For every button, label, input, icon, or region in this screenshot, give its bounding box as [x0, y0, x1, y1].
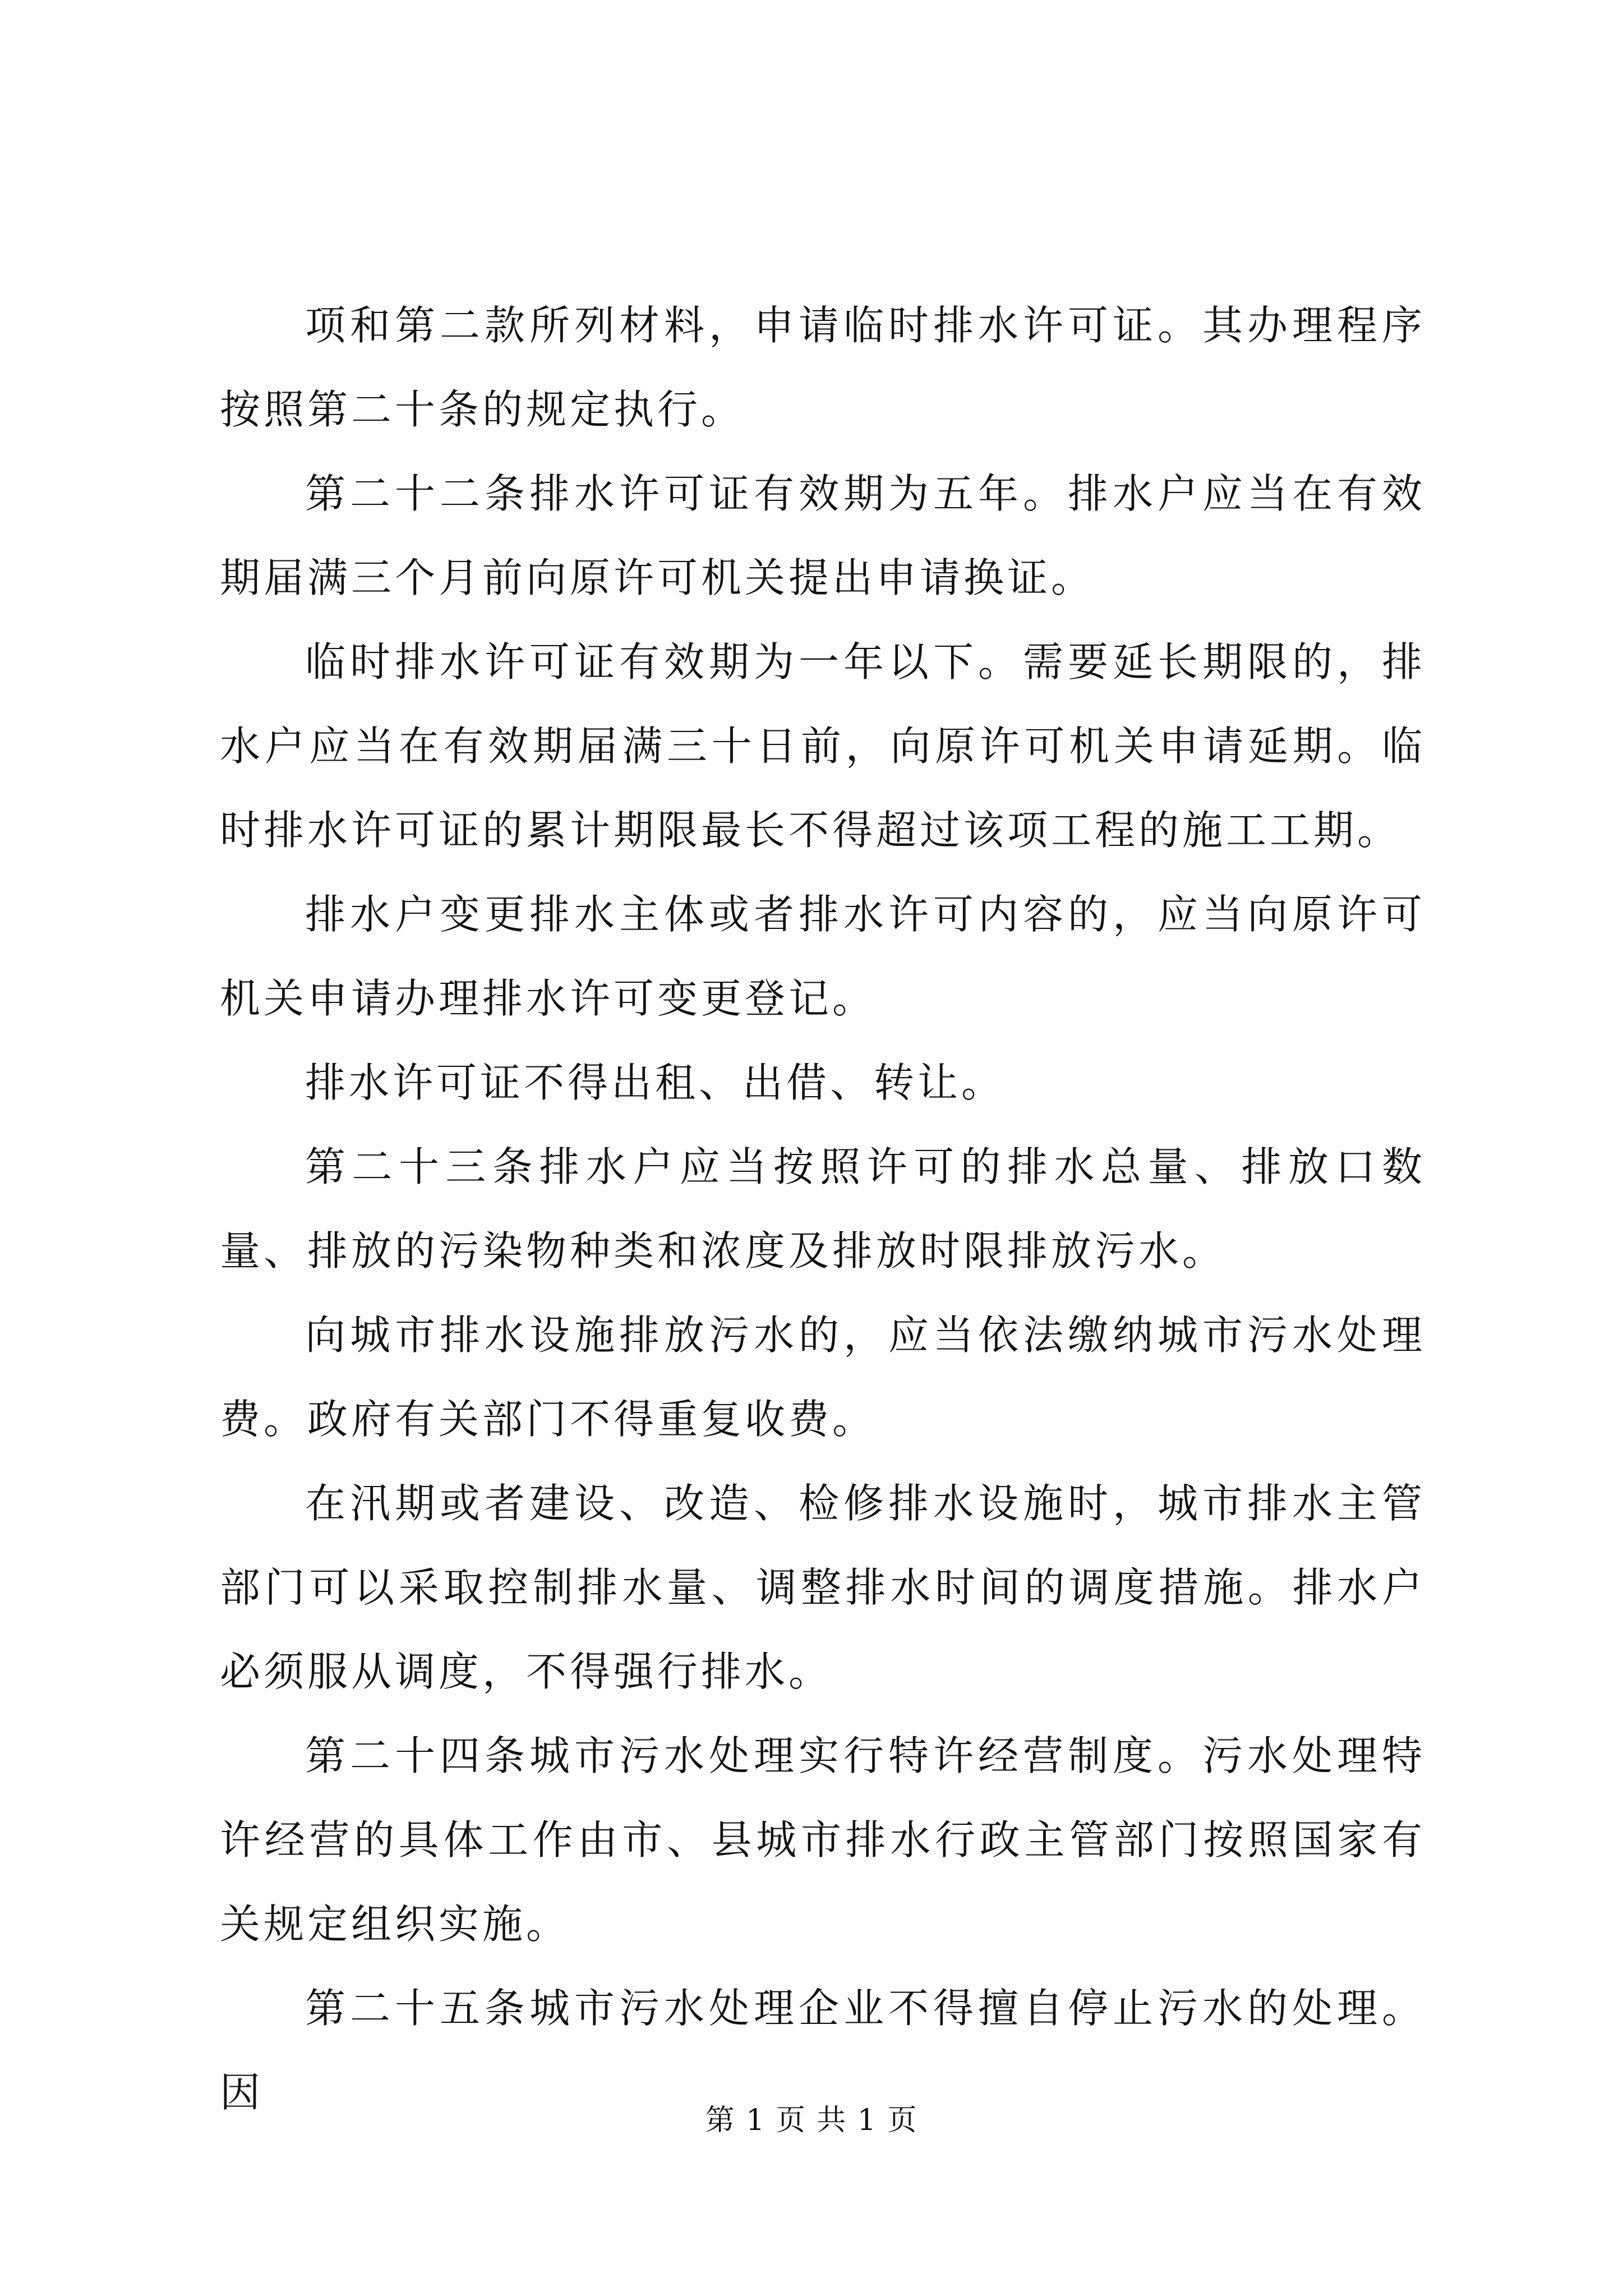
paragraph: 第二十三条排水户应当按照许可的排水总量、排放口数量、排放的污染物种类和浓度及排放时限排放污水。 [220, 1143, 1426, 1274]
paragraph: 第二十四条城市污水处理实行特许经营制度。污水处理特许经营的具体工作由市、县城市排水行政主管部门按照国家有关规定组织实施。 [220, 1732, 1426, 1948]
document-body [220, 283, 1426, 2134]
paragraph: 第二十二条排水许可证有效期为五年。排水户应当在有效期届满三个月前向原许可机关提出申请换证。 [220, 470, 1426, 601]
paragraph: 第二十五条城市污水处理企业不得擅自停止污水的处理。因 [220, 1985, 1426, 2116]
paragraph: 向城市排水设施排放污水的，应当依法缴纳城市污水处理费。政府有关部门不得重复收费。 [220, 1312, 1426, 1443]
paragraph: 在汛期或者建设、改造、检修排水设施时，城市排水主管部门可以采取控制排水量、调整排水时间的调度措施。排水户必须服从调度，不得强行排水。 [220, 1480, 1426, 1695]
paragraph: 排水许可证不得出租、出借、转让。 [305, 1059, 1006, 1106]
page-footer [0, 2101, 1623, 2140]
paragraph: 排水户变更排水主体或者排水许可内容的，应当向原许可机关申请办理排水许可变更登记。 [220, 891, 1426, 1022]
paragraph: 临时排水许可证有效期为一年以下。需要延长期限的，排水户应当在有效期届满三十日前，向原许可机关申请延期。临时排水许可证的累计期限最长不得超过该项工程的施工工期。 [220, 638, 1426, 854]
page-number-label: 第 1 页 共 1 页 [705, 2104, 918, 2137]
paragraph: 项和第二款所列材料，申请临时排水许可证。其办理程序按照第二十条的规定执行。 [220, 302, 1426, 433]
